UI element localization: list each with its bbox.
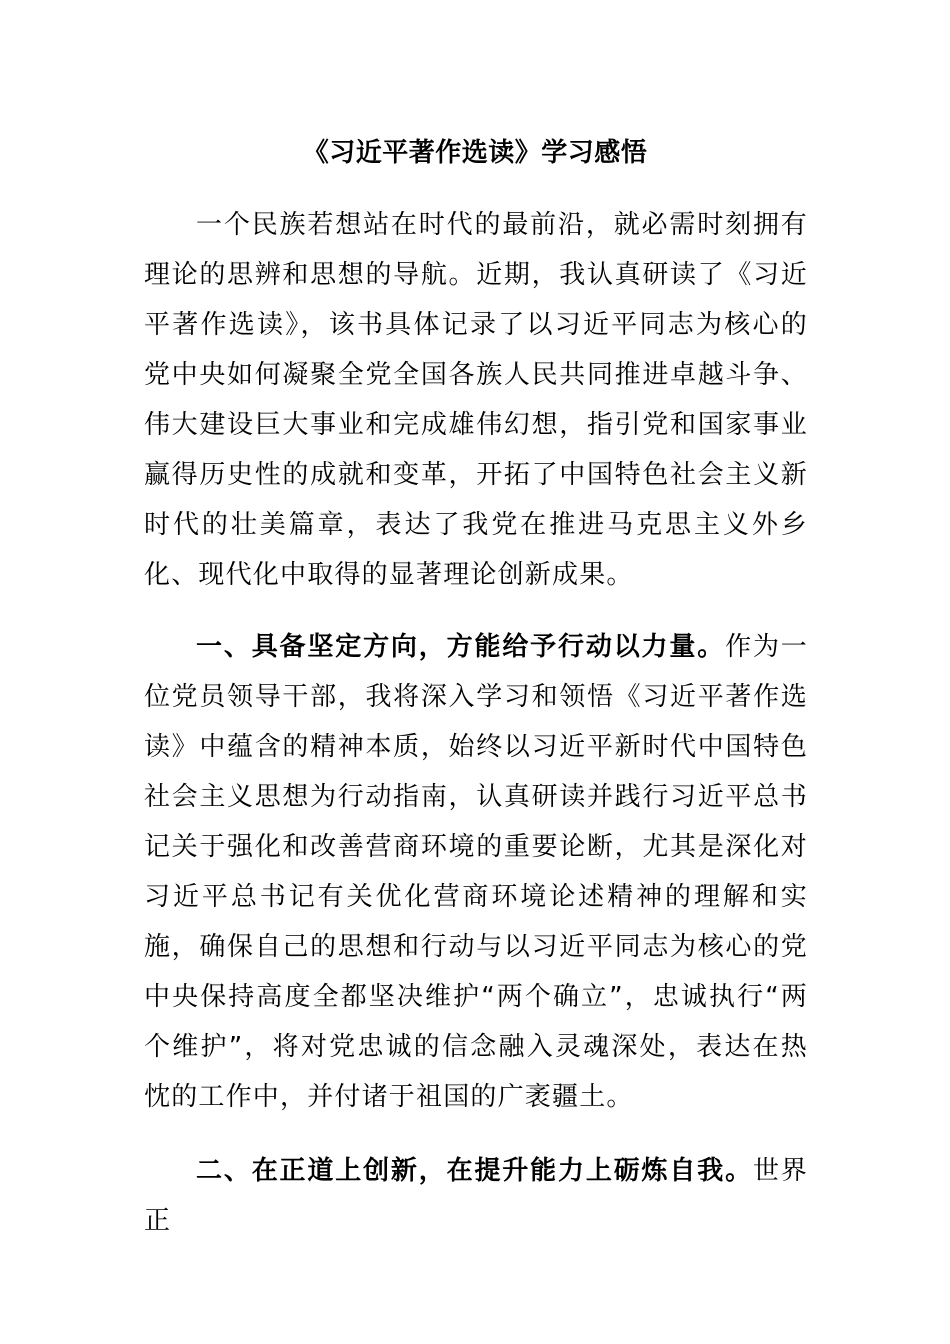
paragraph-section-1 <box>144 622 808 1122</box>
paragraph-text: 世界正 <box>144 1156 808 1236</box>
section-heading: 一、具备坚定方向，方能给予行动以力量。 <box>196 632 726 662</box>
paragraph-section-2 <box>144 1146 808 1246</box>
paragraph-text: 作为一位党员领导干部，我将深入学习和领悟《习近平著作选读》中蕴含的精神本质，始终以习近平新时代中国特色社会主义思想为行动指南，认真研读并践行习近平总书记关于强化和改善营商环境的重要论断，尤其是深化对习近平总书记有关优化营商环境论述精神的理解和实施，确保自己的思想和行动与以习近平同志为核心的党中央保持高度全都坚决维护“两个确立”，忠诚执行“两个维护”，将对党忠诚的信念融入灵魂深处，表达在热忱的工作中，并付诸于祖国的广袤疆土。 <box>144 632 808 1112</box>
section-heading: 二、在正道上创新，在提升能力上砺炼自我。 <box>196 1156 753 1186</box>
document-title: 《习近平著作选读》学习感悟 <box>302 138 648 168</box>
paragraph-text: 一个民族若想站在时代的最前沿，就必需时刻拥有理论的思辨和思想的导航。近期，我认真研读了《习近平著作选读》，该书具体记录了以习近平同志为核心的党中央如何凝聚全党全国各族人民共同推进卓越斗争、伟大建设巨大事业和完成雄伟幻想，指引党和国家事业赢得历史性的成就和变革，开拓了中国特色社会主义新时代的壮美篇章，表达了我党在推进马克思主义外乡化、现代化中取得的显著理论创新成果。 <box>144 210 808 590</box>
paragraph-intro <box>144 200 808 600</box>
